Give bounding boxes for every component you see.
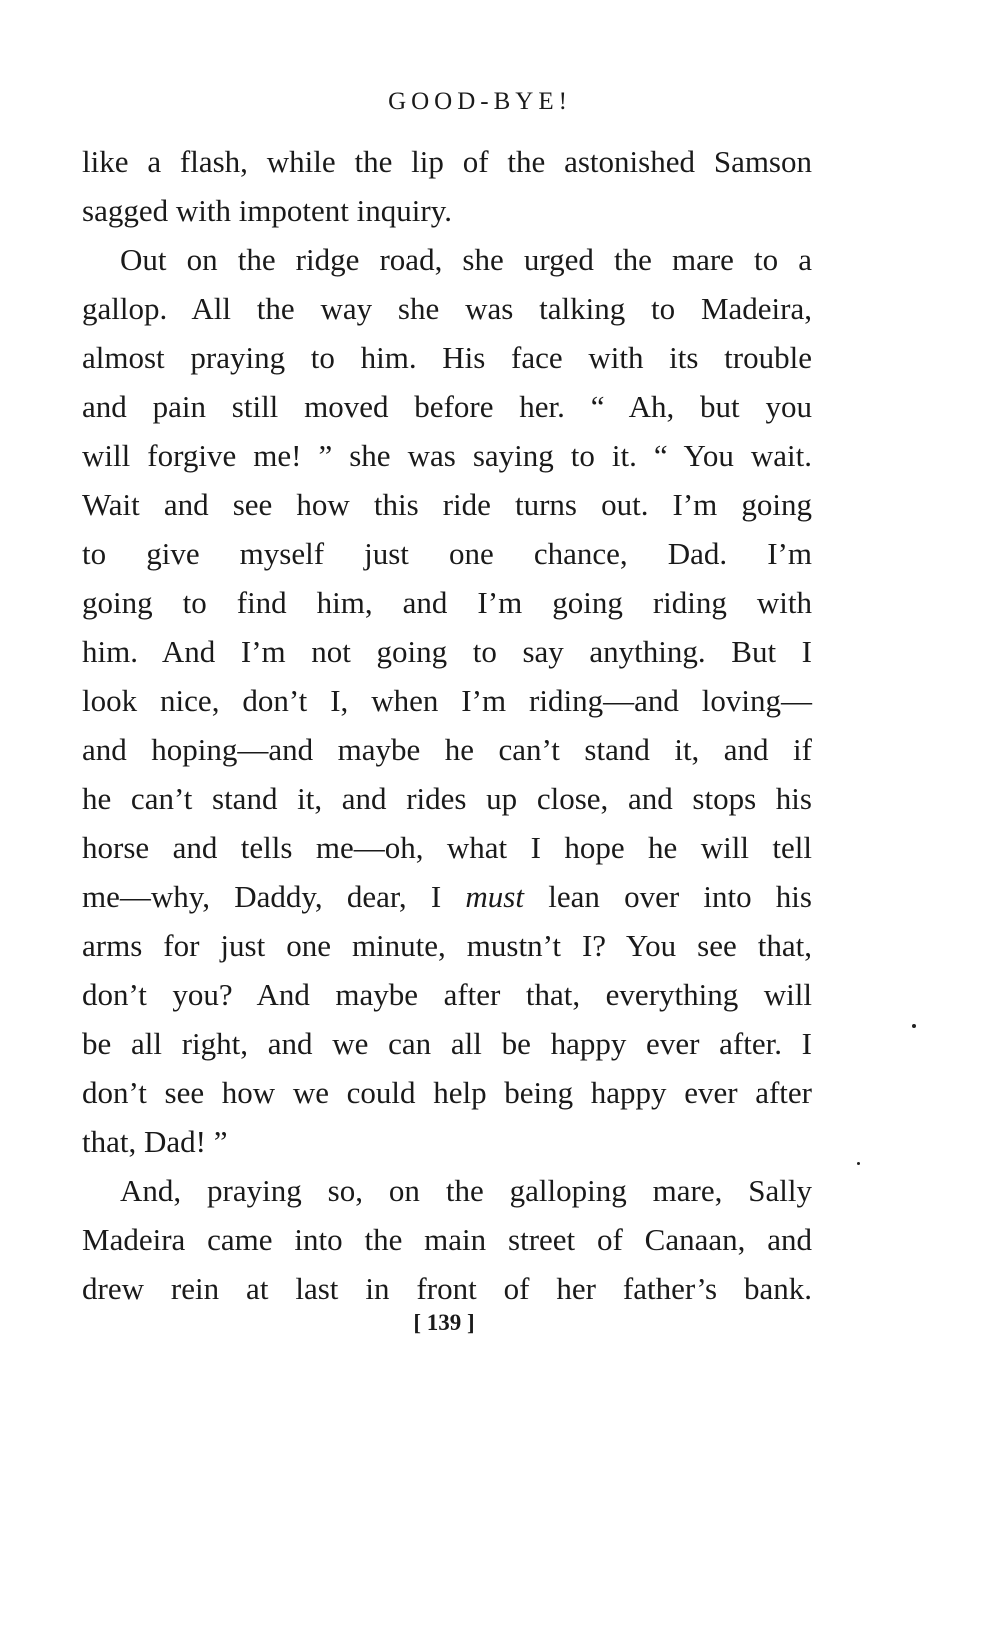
- text-line: he can’t stand it, and rides up close, and stops his: [82, 781, 812, 816]
- text-line: gallop. All the way she was talking to Madeira,: [82, 291, 812, 326]
- text-line: like a flash, while the lip of the astonished Samson: [82, 144, 812, 179]
- text-line: that, Dad! ”: [82, 1124, 228, 1159]
- text-line: And, praying so, on the galloping mare, Sally: [120, 1173, 812, 1208]
- page-number: [ 139 ]: [413, 1310, 475, 1335]
- text-line: and pain still moved before her. “ Ah, but you: [82, 389, 812, 424]
- running-head: GOOD-BYE!: [388, 88, 572, 115]
- text-line: Out on the ridge road, she urged the mare to a: [120, 242, 812, 277]
- text-line: me—why, Daddy, dear, I must lean over into his: [82, 879, 812, 914]
- text-line: don’t you? And maybe after that, everything will: [82, 977, 812, 1012]
- text-line: horse and tells me—oh, what I hope he will tell: [82, 830, 812, 865]
- text-line: Madeira came into the main street of Canaan, and: [82, 1222, 812, 1257]
- text-line: Wait and see how this ride turns out. I’m going: [82, 487, 812, 522]
- body-text: [82, 137, 812, 1313]
- text-line: look nice, don’t I, when I’m riding—and loving—: [82, 683, 812, 718]
- paper-speck: [912, 1024, 916, 1028]
- paper-speck: [857, 1162, 860, 1165]
- text-line: don’t see how we could help being happy ever after: [82, 1075, 812, 1110]
- text-line: be all right, and we can all be happy ever after. I: [82, 1026, 812, 1061]
- text-line: and hoping—and maybe he can’t stand it, and if: [82, 732, 812, 767]
- text-line: him. And I’m not going to say anything. But I: [82, 634, 812, 669]
- text-line: almost praying to him. His face with its trouble: [82, 340, 812, 375]
- text-line: to give myself just one chance, Dad. I’m: [82, 536, 812, 571]
- text-line: sagged with impotent inquiry.: [82, 193, 452, 228]
- text-line: drew rein at last in front of her father’s bank.: [82, 1271, 812, 1306]
- text-line: will forgive me! ” she was saying to it. “ You wait.: [82, 438, 812, 473]
- text-line: going to find him, and I’m going riding with: [82, 585, 812, 620]
- text-line: arms for just one minute, mustn’t I? You see that,: [82, 928, 812, 963]
